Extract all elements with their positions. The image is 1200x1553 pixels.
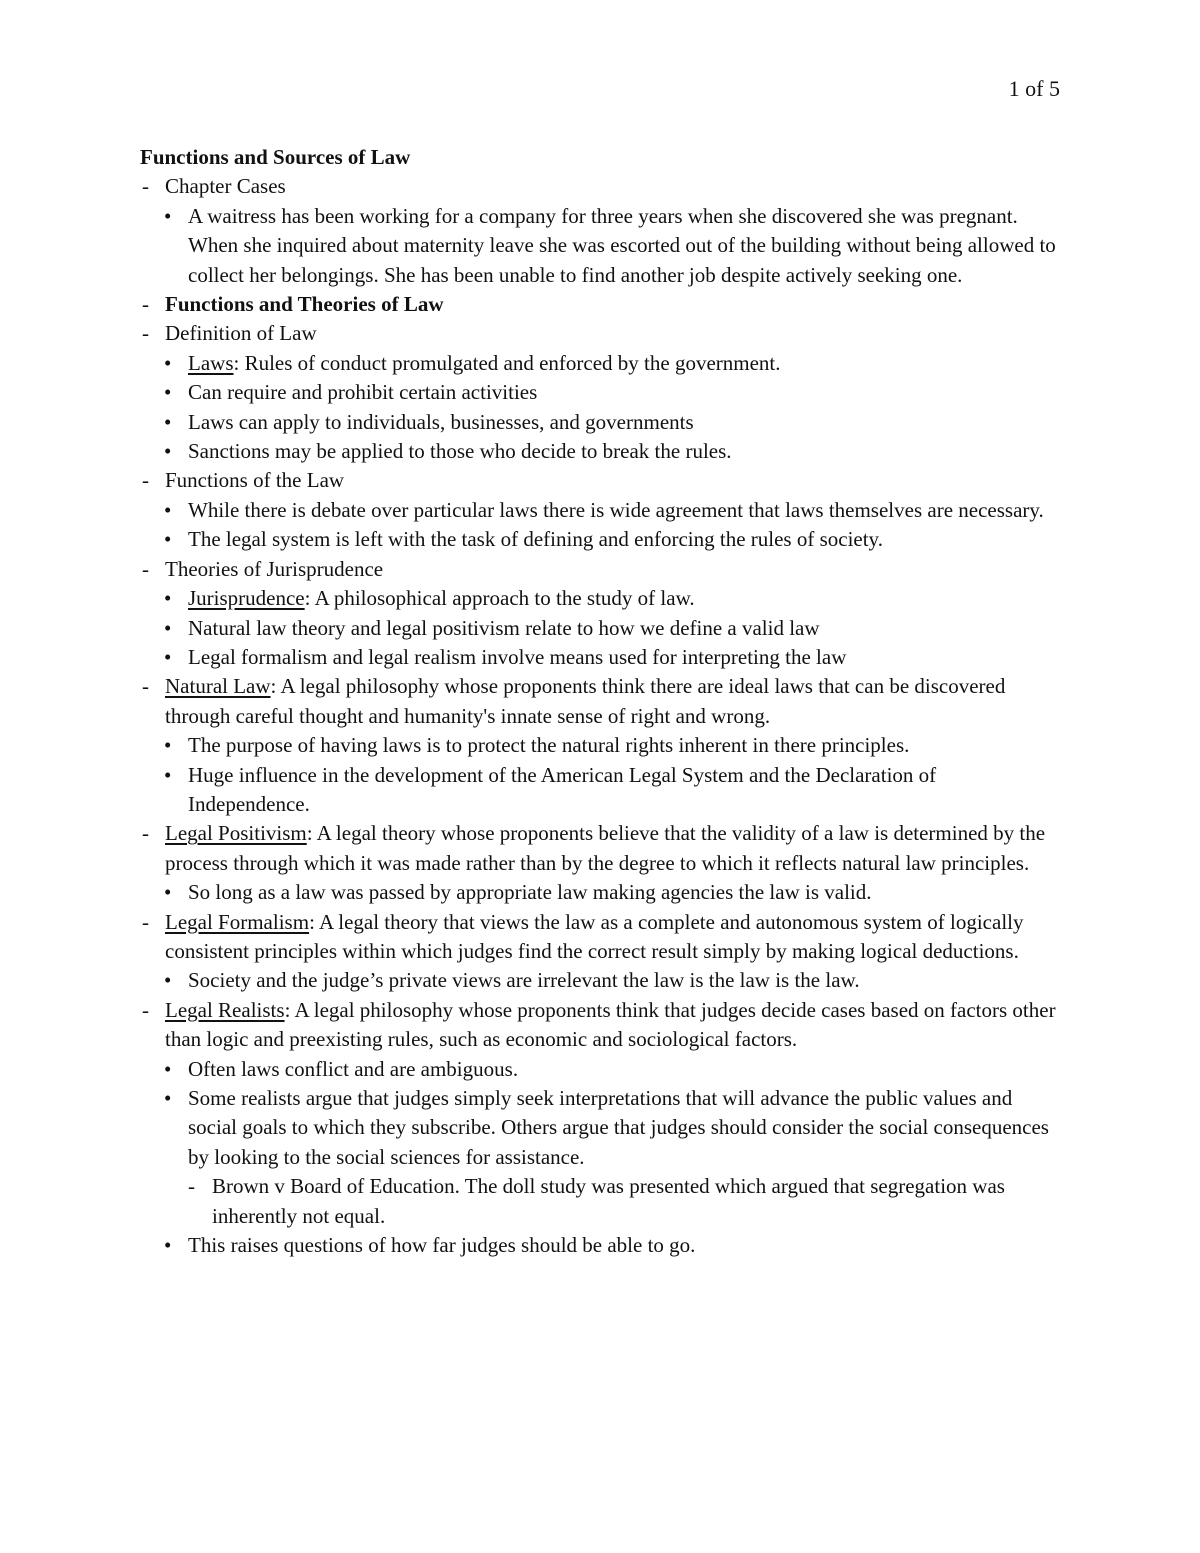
bullet-marker: • — [164, 586, 172, 611]
item-text: : A legal philosophy whose proponents think there are ideal laws that can be discovered through careful thought and humanity's innate sense of right and wrong. — [165, 674, 1006, 728]
bullet-marker: • — [164, 409, 172, 434]
dash-item — [140, 319, 1060, 348]
bullet-item — [140, 349, 1060, 378]
item-text: So long as a law was passed by appropriate law making agencies the law is valid. — [188, 880, 872, 905]
bullet-marker: • — [164, 644, 172, 669]
item-text: : Rules of conduct promulgated and enforced by the government. — [233, 350, 781, 375]
bullet-marker: • — [164, 1233, 172, 1258]
defined-term: Natural Law — [165, 674, 271, 699]
item-text: Natural law theory and legal positivism relate to how we define a valid law — [188, 615, 820, 640]
section-heading: Functions and Theories of Law — [165, 292, 444, 317]
dash-item — [140, 290, 1060, 319]
document-title: Functions and Sources of Law — [140, 145, 411, 169]
bullet-item — [140, 496, 1060, 525]
bullet-marker: • — [164, 203, 172, 228]
bullet-item — [140, 966, 1060, 995]
item-text: Definition of Law — [165, 321, 317, 346]
dash-item — [140, 555, 1060, 584]
dash-item — [140, 996, 1060, 1055]
dash-marker: - — [142, 468, 149, 493]
defined-term: Jurisprudence — [188, 586, 305, 611]
item-text: : A legal theory that views the law as a complete and autonomous system of logically consistent principles within which judges find the correct result simply by making logical deductions. — [165, 909, 1024, 963]
dash-marker: - — [142, 556, 149, 581]
bullet-item — [140, 731, 1060, 760]
sub-dash-item — [140, 1172, 1060, 1231]
defined-term: Legal Positivism — [165, 821, 307, 846]
item-text: : A legal theory whose proponents believe that the validity of a law is determined by the process through which it was made rather than by the degree to which it reflects natural law principles. — [165, 821, 1046, 875]
item-text: Society and the judge’s private views are irrelevant the law is the law is the law. — [188, 968, 860, 993]
bullet-item — [140, 1231, 1060, 1260]
item-text: This raises questions of how far judges should be able to go. — [188, 1233, 696, 1258]
defined-term: Legal Realists — [165, 997, 285, 1022]
dash-marker: - — [142, 674, 149, 699]
bullet-item — [140, 878, 1060, 907]
dash-marker: - — [142, 321, 149, 346]
bullet-item — [140, 584, 1060, 613]
bullet-marker: • — [164, 497, 172, 522]
bullet-marker: • — [164, 733, 172, 758]
dash-item — [140, 672, 1060, 731]
item-text: Laws can apply to individuals, businesses, and governments — [188, 409, 694, 434]
notes-body — [140, 143, 1060, 1260]
dash-item — [140, 172, 1060, 201]
item-text: : A philosophical approach to the study of law. — [304, 586, 695, 611]
defined-term: Legal Formalism — [165, 909, 310, 934]
bullet-marker: • — [164, 527, 172, 552]
bullet-marker: • — [164, 968, 172, 993]
bullet-item — [140, 1084, 1060, 1172]
item-text: : A legal philosophy whose proponents think that judges decide cases based on factors other than logic and preexisting rules, such as economic and sociological factors. — [165, 997, 1056, 1052]
bullet-item — [140, 761, 1060, 820]
item-text: Functions of the Law — [165, 468, 345, 493]
bullet-item — [140, 1055, 1060, 1084]
dash-marker: - — [142, 174, 149, 199]
item-text: Some realists argue that judges simply seek interpretations that will advance the public values and social goals to which they subscribe. Others argue that judges should consider the social consequences by looking to the social sciences for assistance. — [188, 1086, 1049, 1169]
bullet-item — [140, 408, 1060, 437]
item-text: Brown v Board of Education. The doll study was presented which argued that segregation was inherently not equal. — [212, 1174, 1005, 1228]
bullet-item — [140, 202, 1060, 290]
dash-marker: - — [142, 821, 149, 846]
page-number: 1 of 5 — [1008, 76, 1060, 101]
bullet-marker: • — [164, 350, 172, 375]
bullet-marker: • — [164, 380, 172, 405]
dash-item — [140, 466, 1060, 495]
outline-list — [140, 172, 1060, 1260]
bullet-marker: • — [164, 615, 172, 640]
item-text: Huge influence in the development of the American Legal System and the Declaration of Independence. — [188, 762, 937, 816]
item-text: The purpose of having laws is to protect the natural rights inherent in there principles. — [188, 733, 910, 758]
dash-marker: - — [142, 997, 149, 1022]
item-text: Can require and prohibit certain activities — [188, 380, 538, 405]
dash-marker: - — [142, 292, 149, 317]
item-text: A waitress has been working for a company for three years when she discovered she was pregnant. When she inquired about maternity leave she was escorted out of the building without being allowed to collect her belongings. She has been unable to find another job despite actively seeking one. — [188, 203, 1056, 287]
defined-term: Laws — [188, 350, 234, 375]
bullet-item — [140, 525, 1060, 554]
bullet-item — [140, 614, 1060, 643]
dash-marker: - — [188, 1174, 195, 1199]
dash-item — [140, 819, 1060, 878]
dash-item — [140, 908, 1060, 967]
bullet-marker: • — [164, 1086, 172, 1110]
item-text: Legal formalism and legal realism involve means used for interpreting the law — [188, 644, 847, 669]
bullet-item — [140, 643, 1060, 672]
bullet-marker: • — [164, 439, 172, 464]
item-text: Sanctions may be applied to those who decide to break the rules. — [188, 439, 732, 464]
bullet-item — [140, 437, 1060, 466]
bullet-marker: • — [164, 762, 172, 787]
item-text: Chapter Cases — [165, 174, 286, 199]
item-text: Often laws conflict and are ambiguous. — [188, 1056, 519, 1081]
bullet-item — [140, 378, 1060, 407]
bullet-marker: • — [164, 1056, 172, 1081]
item-text: While there is debate over particular laws there is wide agreement that laws themselves are necessary. — [188, 497, 1044, 522]
bullet-marker: • — [164, 880, 172, 905]
dash-marker: - — [142, 909, 149, 934]
item-text: Theories of Jurisprudence — [165, 556, 384, 581]
item-text: The legal system is left with the task of defining and enforcing the rules of society. — [188, 527, 883, 552]
